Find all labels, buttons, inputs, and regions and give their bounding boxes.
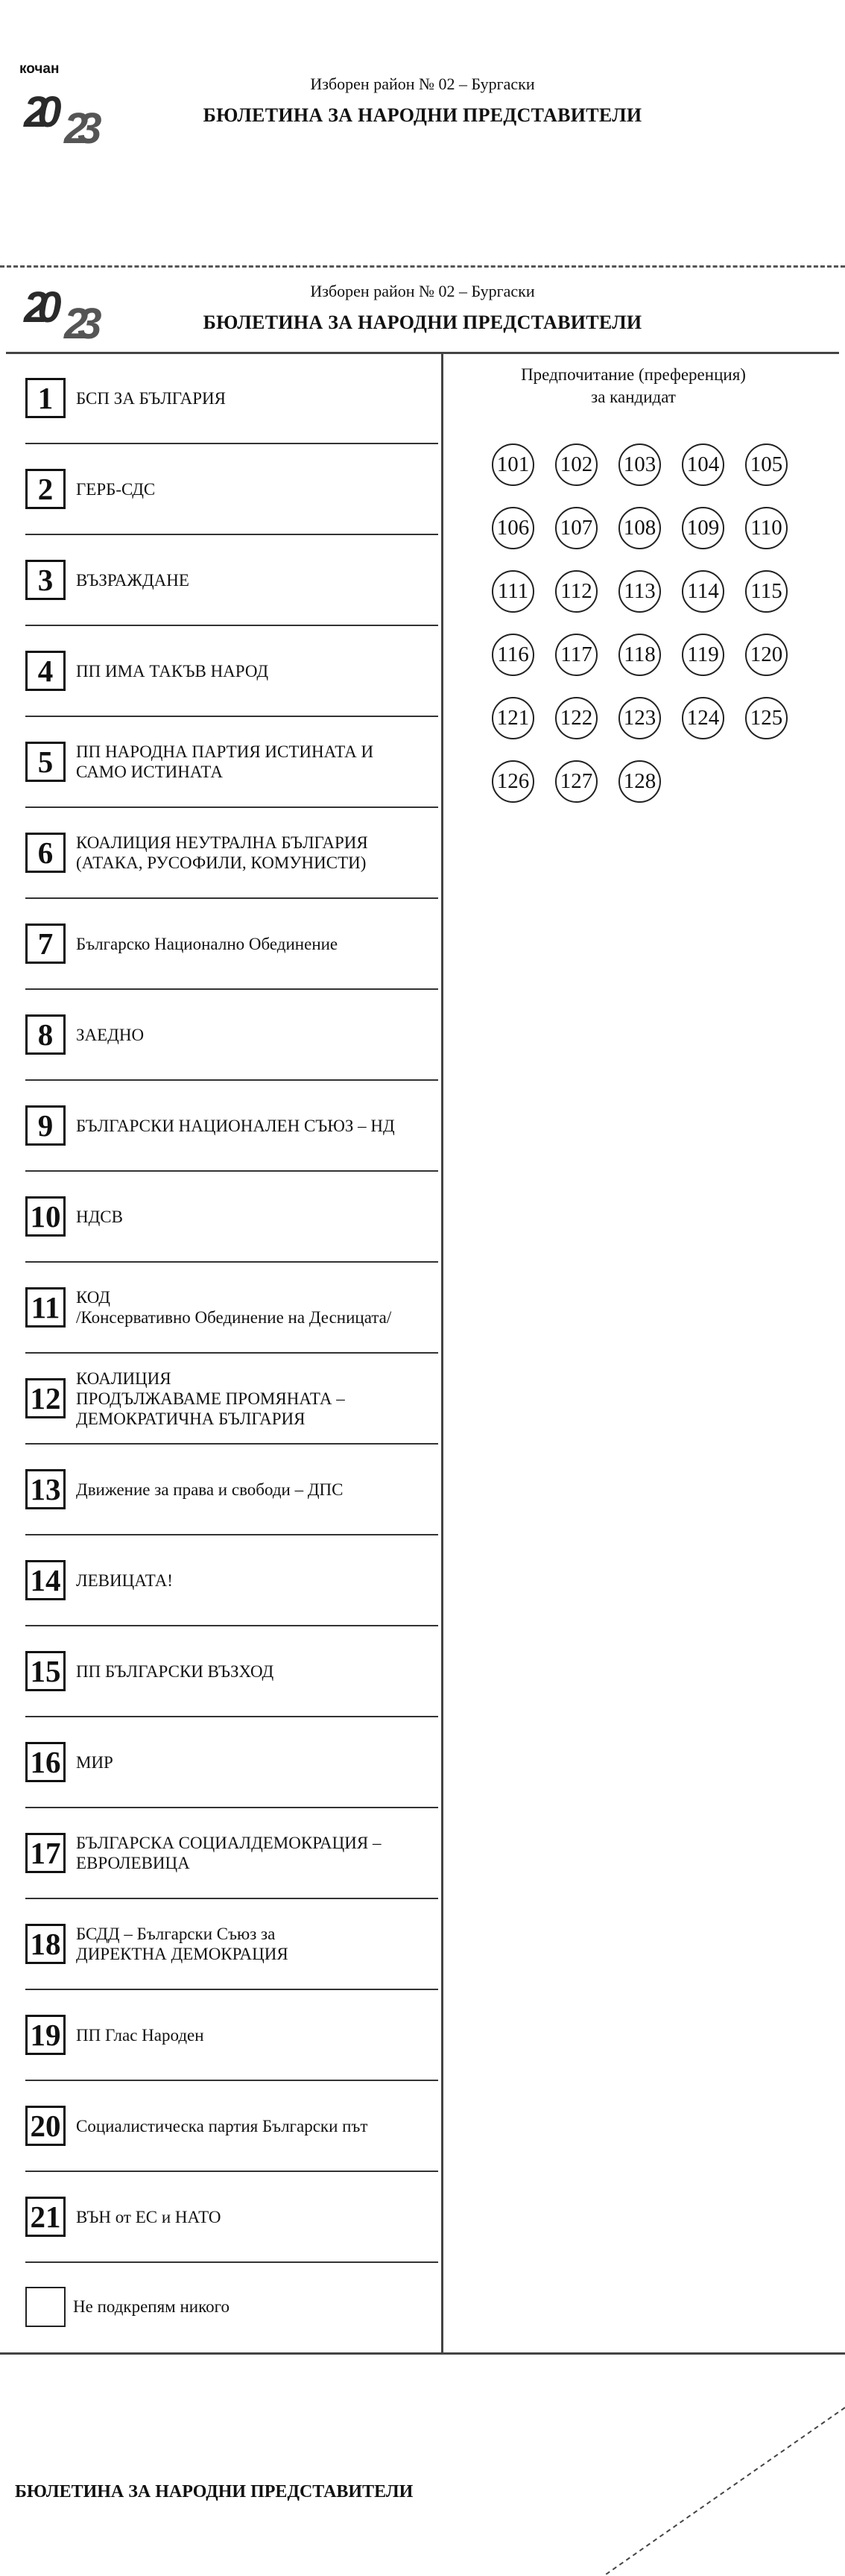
preference-circle[interactable]: 117 — [555, 634, 598, 676]
preference-grid — [492, 443, 805, 803]
preference-title: Предпочитание (преференция) за кандидат — [521, 365, 746, 406]
preference-circle[interactable]: 106 — [492, 507, 534, 549]
party-row[interactable] — [25, 1808, 438, 1899]
svg-text:20: 20 — [24, 283, 51, 332]
party-row[interactable] — [25, 1717, 438, 1808]
svg-text:20: 20 — [24, 88, 51, 136]
party-row[interactable] — [25, 2172, 438, 2263]
preference-circle[interactable]: 114 — [682, 570, 724, 613]
party-number-box[interactable]: 14 — [25, 1560, 66, 1600]
back-title: БЮЛЕТИНА ЗА НАРОДНИ ПРЕДСТАВИТЕЛИ — [15, 2482, 414, 2501]
preference-circle[interactable]: 118 — [618, 634, 661, 676]
party-row[interactable] — [25, 899, 438, 990]
district-label: Изборен район № 02 – Бургаски — [310, 282, 535, 300]
preference-circle[interactable]: 112 — [555, 570, 598, 613]
party-row[interactable] — [25, 1899, 438, 1990]
party-number-box[interactable]: 5 — [25, 742, 66, 782]
preference-circle[interactable]: 119 — [682, 634, 724, 676]
preference-circle[interactable]: 111 — [492, 570, 534, 613]
preference-circle[interactable]: 120 — [745, 634, 788, 676]
party-number-box[interactable]: 20 — [25, 2106, 66, 2146]
party-number-box[interactable]: 7 — [25, 924, 66, 964]
preference-circle[interactable]: 109 — [682, 507, 724, 549]
party-row[interactable] — [25, 1263, 438, 1354]
column-divider — [441, 352, 443, 2354]
district-label: Изборен район № 02 – Бургаски — [310, 75, 535, 93]
preference-circle[interactable]: 115 — [745, 570, 788, 613]
party-number-box[interactable]: 3 — [25, 560, 66, 600]
party-name: Българско Национално Обединение — [76, 934, 338, 953]
party-row[interactable] — [25, 353, 438, 444]
preference-circle[interactable]: 121 — [492, 697, 534, 739]
preference-circle[interactable]: 126 — [492, 760, 534, 803]
party-row[interactable] — [25, 1354, 438, 1445]
party-number-box[interactable]: 11 — [25, 1287, 66, 1328]
party-number-box[interactable]: 10 — [25, 1196, 66, 1237]
preference-circle[interactable]: 123 — [618, 697, 661, 739]
party-row[interactable] — [25, 2081, 438, 2172]
ballot-title: БЮЛЕТИНА ЗА НАРОДНИ ПРЕДСТАВИТЕЛИ — [203, 104, 642, 126]
preference-circle[interactable]: 105 — [745, 443, 788, 486]
party-row[interactable] — [25, 444, 438, 535]
preference-circle[interactable]: 107 — [555, 507, 598, 549]
party-number-box[interactable]: 2 — [25, 469, 66, 509]
party-name: МИР — [76, 1752, 113, 1772]
svg-text:23: 23 — [64, 300, 92, 343]
party-name: Движение за права и свободи – ДПС — [76, 1480, 344, 1499]
svg-text:23: 23 — [64, 104, 92, 148]
party-name: ПП НАРОДНА ПАРТИЯ ИСТИНАТА И САМО ИСТИНАТА — [76, 742, 374, 781]
party-name: КОАЛИЦИЯ ПРОДЪЛЖАВАМЕ ПРОМЯНАТА – ДЕМОКРАТИЧНА БЪЛГАРИЯ — [76, 1368, 345, 1428]
party-name: КОД /Консервативно Обединение на Десницата/ — [76, 1288, 392, 1327]
party-number-box[interactable]: 8 — [25, 1014, 66, 1055]
party-row[interactable] — [25, 535, 438, 626]
preference-circle[interactable]: 113 — [618, 570, 661, 613]
party-number-box[interactable]: 6 — [25, 833, 66, 873]
party-name: ЗАЕДНО — [76, 1025, 145, 1044]
preference-circle[interactable]: 125 — [745, 697, 788, 739]
preference-circle[interactable]: 103 — [618, 443, 661, 486]
party-name: ВЪЗРАЖДАНЕ — [76, 570, 189, 590]
preference-circle[interactable]: 124 — [682, 697, 724, 739]
party-row[interactable] — [25, 1172, 438, 1263]
none-option-label: Не подкрепям никого — [73, 2297, 230, 2316]
party-name: НДСВ — [76, 1207, 123, 1226]
party-name: БСП ЗА БЪЛГАРИЯ — [76, 388, 226, 408]
stub-label: кочан — [19, 61, 60, 77]
party-row[interactable] — [25, 1535, 438, 1626]
party-row[interactable] — [25, 1990, 438, 2081]
party-row[interactable] — [25, 626, 438, 717]
party-name: ГЕРБ-СДС — [76, 479, 156, 499]
preference-circle[interactable]: 104 — [682, 443, 724, 486]
party-row[interactable] — [25, 1081, 438, 1172]
preference-circle[interactable]: 110 — [745, 507, 788, 549]
party-name: БСДД – Български Съюз за ДИРЕКТНА ДЕМОКРАЦИЯ — [76, 1925, 288, 1963]
party-row[interactable] — [25, 717, 438, 808]
ballot-title: БЮЛЕТИНА ЗА НАРОДНИ ПРЕДСТАВИТЕЛИ — [203, 312, 642, 333]
party-number-box[interactable]: 12 — [25, 1378, 66, 1418]
party-number-box[interactable]: 9 — [25, 1105, 66, 1146]
preference-circle[interactable]: 127 — [555, 760, 598, 803]
party-name: ПП ИМА ТАКЪВ НАРОД — [76, 661, 269, 681]
party-name: ПП БЪЛГАРСКИ ВЪЗХОД — [76, 1661, 274, 1681]
party-name: БЪЛГАРСКИ НАЦИОНАЛЕН СЪЮЗ – НД — [76, 1116, 395, 1135]
party-number-box[interactable]: 16 — [25, 1742, 66, 1782]
none-option-row[interactable] — [25, 2261, 438, 2352]
party-row[interactable] — [25, 808, 438, 899]
divider — [0, 2352, 845, 2355]
party-number-box[interactable]: 18 — [25, 1924, 66, 1964]
preference-circle[interactable]: 102 — [555, 443, 598, 486]
party-number-box[interactable]: 13 — [25, 1469, 66, 1509]
preference-circle[interactable]: 128 — [618, 760, 661, 803]
party-name: ВЪН от ЕС и НАТО — [76, 2207, 221, 2226]
party-number-box[interactable]: 19 — [25, 2015, 66, 2055]
preference-circle[interactable]: 116 — [492, 634, 534, 676]
party-row[interactable] — [25, 990, 438, 1081]
preference-circle[interactable]: 122 — [555, 697, 598, 739]
party-number-box[interactable]: 15 — [25, 1651, 66, 1691]
party-row[interactable] — [25, 1445, 438, 1535]
party-name: Социалистическа партия Български път — [76, 2116, 368, 2135]
party-number-box[interactable]: 4 — [25, 651, 66, 691]
party-name: ПП Глас Народен — [76, 2025, 204, 2045]
party-number-box[interactable]: 17 — [25, 1833, 66, 1873]
party-row[interactable] — [25, 1626, 438, 1717]
none-checkbox[interactable] — [25, 2287, 66, 2327]
party-number-box[interactable]: 1 — [25, 378, 66, 418]
party-number-box[interactable]: 21 — [25, 2197, 66, 2237]
perforation-line — [0, 265, 845, 268]
party-name: ЛЕВИЦАТА! — [76, 1570, 173, 1590]
preference-circle[interactable]: 101 — [492, 443, 534, 486]
party-name: КОАЛИЦИЯ НЕУТРАЛНА БЪЛГАРИЯ (АТАКА, РУСОФИЛИ, КОМУНИСТИ) — [76, 833, 368, 872]
party-name: БЪЛГАРСКА СОЦИАЛДЕМОКРАЦИЯ – ЕВРОЛЕВИЦА — [76, 1834, 382, 1872]
preference-circle[interactable]: 108 — [618, 507, 661, 549]
